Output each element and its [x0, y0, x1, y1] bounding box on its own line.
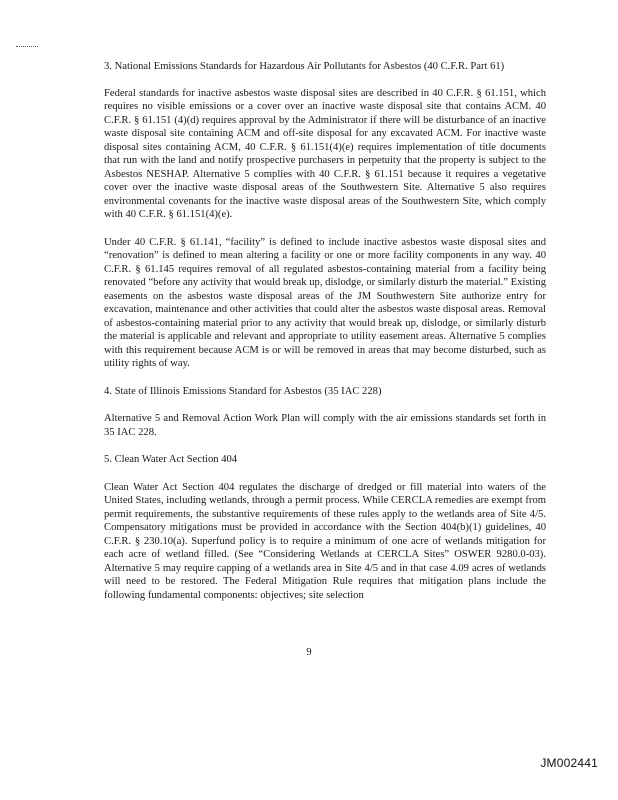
section-heading-neshap: 3. National Emissions Standards for Hazardous Air Pollutants for Asbestos (40 C.F.R. Part 61): [104, 61, 505, 72]
paragraph-clean-water-act: Clean Water Act Section 404 regulates the discharge of dredged or fill material into waters of the United States, including wetlands, through a permit process. While CERCLA remedies are exempt from permit requirements, the substantive requirements of these rules apply to the wetlands area of Site 4/5. Compensatory mitigations must be provided in accordance with the Section 404(b)(1) guidelines, 40 C.F.R. § 230.10(a). Superfund policy is to require a minimum of one acre of wetlands mitigation for each acre of wetland filled. (See “Considering Wetlands at CERCLA Sites” OSWER 9280.0-03). Alternative 5 may require capping of a wetlands area in Site 4/5 and in that case 4.09 acres of wetlands will need to be restored. The Federal Mitigation Rule requires that mitigation plans include the following fundamental components: objectives; site selection: [104, 481, 546, 601]
paragraph-illinois-standard: Alternative 5 and Removal Action Work Plan will comply with the air emissions standards set forth in 35 IAC 228.: [104, 413, 546, 438]
paragraph-neshap-standards: Federal standards for inactive asbestos waste disposal sites are described in 40 C.F.R. § 61.151, which requires no visible emissions or a cover over an inactive waste disposal site that contains ACM. 40 C.F.R. § 61.151 (4)(d) requires approval by the Administrator if there will be disturbance of an inactive waste disposal site containing ACM and off-site disposal for any excavated ACM. For inactive waste disposal sites containing ACM, 40 C.F.R. § 61.151(4)(e) requires implementation of title documents that run with the land and notify prospective purchasers in perpetuity that the property is subject to the Asbestos NESHAP. Alternative 5 complies with 40 C.F.R. § 61.151 because it requires a vegetative cover over the inactive waste disposal areas of the Southwestern Site. Alternative 5 also requires environmental covenants for the inactive waste disposal areas of the Southwestern Site, which comply with 40 C.F.R. § 61.151(4)(e).: [104, 87, 546, 220]
paragraph-facility-renovation: Under 40 C.F.R. § 61.141, “facility” is defined to include inactive asbestos waste disposal sites and “renovation” is defined to mean altering a facility or one or more facility components in any way. 40 C.F.R. § 61.145 requires removal of all regulated asbestos-containing material from a facility being renovated “before any activity that would break up, dislodge, or similarly disturb the material.” Existing easements on the asbestos waste disposal areas of the JM Southwestern Site authorize entry for excavation, maintenance and other activities that could alter the asbestos waste disposal areas. Removal of asbestos-containing material prior to any activity that would break up, dislodge, or similarly disturb the material is applicable and relevant and appropriate to utility easement areas. Alternative 5 complies with this requirement because ACM is or will be removed in areas that may become disturbed, such as utility rights of way.: [104, 236, 546, 369]
section-heading-clean-water-act: 5. Clean Water Act Section 404: [104, 454, 238, 465]
section-heading-illinois: 4. State of Illinois Emissions Standard for Asbestos (35 IAC 228): [104, 385, 382, 397]
page-number: 9: [306, 647, 312, 658]
bates-number: JM002441: [540, 756, 598, 770]
document-body: [104, 60, 546, 602]
scan-artifact-mark: [16, 46, 38, 49]
